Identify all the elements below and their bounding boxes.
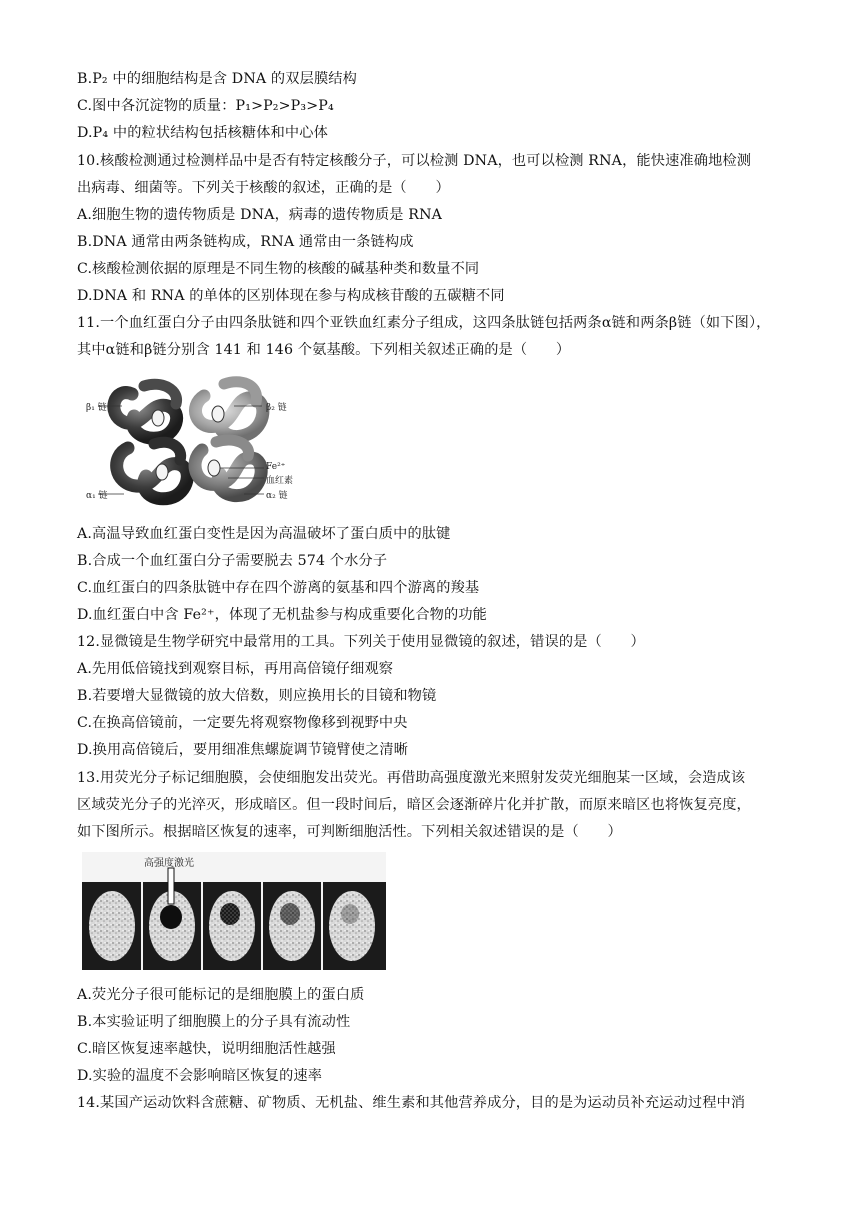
- q12-option-c: C.在换高倍镜前，一定要先将观察物像移到视野中央: [77, 715, 408, 731]
- q10-stem-line1: 10.核酸检测通过检测样品中是否有特定核酸分子，可以检测 DNA，也可以检测 RNA，能快速准确地检测: [77, 153, 752, 169]
- alpha1-chain: [117, 442, 188, 499]
- q12-option-b: B.若要增大显微镜的放大倍数，则应换用长的目镜和物镜: [77, 688, 437, 704]
- beta1-label: β₁ 链: [86, 403, 107, 413]
- q12-option-d: D.换用高倍镜后，要用细准焦螺旋调节镜臂使之清晰: [77, 742, 409, 758]
- q10-option-c: C.核酸检测依据的原理是不同生物的核酸的碱基种类和数量不同: [77, 261, 480, 277]
- beta2-label: β₂ 链: [266, 403, 287, 413]
- laser-label: 高强度激光: [144, 858, 194, 869]
- q9-option-c: C.图中各沉淀物的质量：P₁>P₂>P₃>P₄: [77, 98, 334, 114]
- q10-option-a: A.细胞生物的遗传物质是 DNA，病毒的遗传物质是 RNA: [77, 207, 443, 223]
- cell-panel-4: [269, 891, 315, 961]
- heme-label: 血红素: [266, 476, 294, 486]
- cell-panel-1: [89, 891, 135, 961]
- q10-option-b: B.DNA 通常由两条链构成，RNA 通常由一条链构成: [77, 234, 414, 250]
- cell-panel-5: [329, 891, 375, 961]
- q11-option-c: C.血红蛋白的四条肽链中存在四个游离的氨基和四个游离的羧基: [77, 580, 480, 596]
- q14-stem-line1: 14.某国产运动饮料含蔗糖、矿物质、无机盐、维生素和其他营养成分，目的是为运动员补充运动过程中消: [77, 1095, 746, 1111]
- q13-stem-line3: 如下图所示。根据暗区恢复的速率，可判断细胞活性。下列相关叙述错误的是（ ）: [77, 824, 622, 840]
- q13-option-d: D.实验的温度不会影响暗区恢复的速率: [77, 1068, 323, 1084]
- q11-option-b: B.合成一个血红蛋白分子需要脱去 574 个水分子: [77, 553, 388, 569]
- alpha2-label: α₂ 链: [266, 491, 288, 501]
- q13-stem-line1: 13.用荧光分子标记细胞膜，会使细胞发出荧光。再借助高强度激光来照射发荧光细胞某一区域，会造成该: [77, 770, 746, 786]
- beta1-chain: [114, 384, 177, 438]
- alpha1-label: α₁ 链: [86, 491, 108, 501]
- q12-option-a: A.先用低倍镜找到观察目标，再用高倍镜仔细观察: [77, 661, 394, 677]
- q11-stem-line2: 其中α链和β链分别含 141 和 146 个氨基酸。下列相关叙述正确的是（ ）: [77, 342, 571, 358]
- fluorescence-recovery-figure: [82, 852, 386, 970]
- fe-label: Fe²⁺: [266, 462, 286, 472]
- q13-option-b: B.本实验证明了细胞膜上的分子具有流动性: [77, 1014, 351, 1030]
- hemoglobin-figure: [84, 376, 314, 508]
- fluorescence-cells-image: [82, 852, 386, 970]
- q13-option-c: C.暗区恢复速率越快，说明细胞活性越强: [77, 1041, 336, 1057]
- q11-stem-line1: 11.一个血红蛋白分子由四条肽链和四个亚铁血红素分子组成，这四条肽链包括两条α链和两条β链（如下图），: [77, 315, 771, 331]
- q12-stem: 12.显微镜是生物学研究中最常用的工具。下列关于使用显微镜的叙述，错误的是（ ）: [77, 634, 645, 650]
- q10-stem-line2: 出病毒、细菌等。下列关于核酸的叙述，正确的是（ ）: [77, 180, 450, 196]
- q9-option-d: D.P₄ 中的粒状结构包括核糖体和中心体: [77, 125, 328, 141]
- beta2-chain: [195, 382, 262, 437]
- q11-option-a: A.高温导致血红蛋白变性是因为高温破坏了蛋白质中的肽键: [77, 526, 451, 542]
- q11-option-d: D.血红蛋白中含 Fe²⁺，体现了无机盐参与构成重要化合物的功能: [77, 607, 488, 623]
- q10-option-d: D.DNA 和 RNA 的单体的区别体现在参与构成核苷酸的五碳糖不同: [77, 288, 505, 304]
- cell-panel-3: [209, 891, 255, 961]
- q9-option-b: B.P₂ 中的细胞结构是含 DNA 的双层膜结构: [77, 71, 357, 87]
- laser-beam-icon: [168, 868, 174, 904]
- q13-option-a: A.荧光分子很可能标记的是细胞膜上的蛋白质: [77, 987, 365, 1003]
- q13-stem-line2: 区域荧光分子的光淬灭，形成暗区。但一段时间后，暗区会逐渐碎片化并扩散，而原来暗区也将恢复亮度，: [77, 797, 751, 813]
